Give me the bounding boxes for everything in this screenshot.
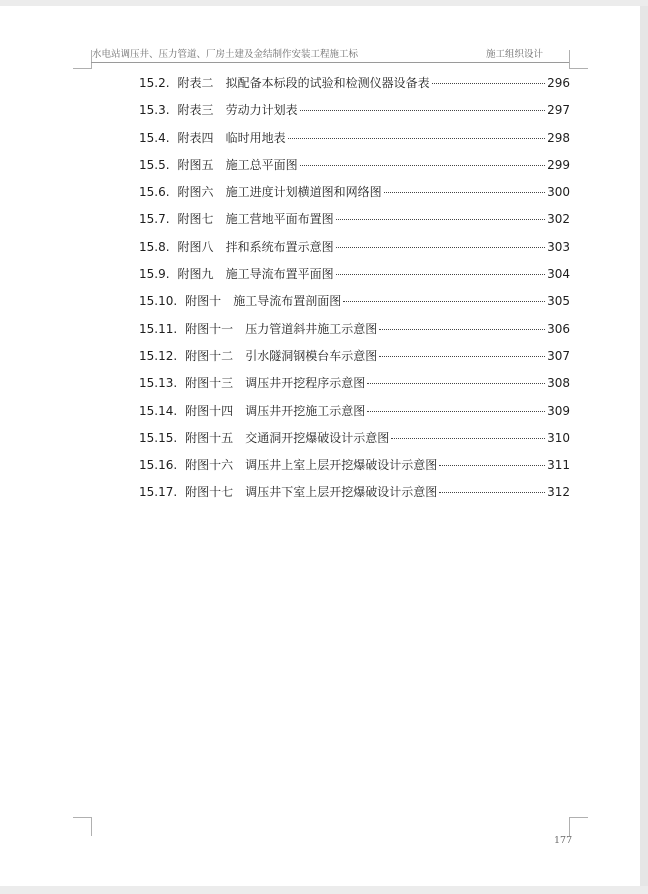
toc-entry-label: 附表三 — [177, 103, 214, 118]
toc-entry[interactable] — [139, 456, 570, 483]
toc-dot-leader — [391, 438, 545, 439]
toc-entry-page: 304 — [547, 267, 570, 282]
toc-dot-leader — [384, 192, 546, 193]
toc-entry-page: 298 — [547, 130, 570, 145]
toc-entry-label: 附表二 — [177, 76, 214, 90]
viewer-background-top — [0, 0, 648, 6]
crop-mark-bottom-left — [73, 817, 92, 836]
toc-entry-label: 附图十二 — [185, 348, 234, 363]
toc-entry-number: 15.3. — [139, 103, 170, 118]
toc-entry-label: 附图十一 — [185, 321, 234, 336]
toc-entry-number: 15.13. — [139, 376, 178, 391]
toc-dot-leader — [367, 383, 545, 384]
toc-entry-title: 施工进度计划横道图和网络图 — [225, 185, 382, 200]
toc-entry-title: 调压井上室上层开挖爆破设计示意图 — [245, 458, 438, 473]
toc-entry-number: 15.5. — [139, 157, 170, 172]
toc-entry[interactable] — [139, 402, 570, 429]
toc-entry[interactable] — [139, 483, 570, 510]
toc-dot-leader — [343, 301, 545, 302]
toc-entry[interactable] — [139, 292, 570, 319]
toc-entry[interactable] — [139, 320, 570, 347]
toc-entry-number: 15.9. — [139, 267, 170, 282]
toc-entry-label: 附图十 — [185, 294, 222, 309]
toc-entry-page: 310 — [547, 430, 570, 445]
toc-dot-leader — [336, 219, 546, 220]
toc-entry-title: 施工营地平面布置图 — [225, 212, 334, 227]
running-header-title: 水电站调压井、压力管道、厂房土建及金结制作安装工程施工标 — [92, 49, 359, 60]
toc-entry-label: 附图十五 — [185, 430, 234, 445]
toc-entry-title: 交通洞开挖爆破设计示意图 — [245, 430, 390, 445]
table-of-contents — [139, 74, 570, 511]
toc-entry-title: 调压井下室上层开挖爆破设计示意图 — [245, 485, 438, 500]
toc-entry-number: 15.8. — [139, 239, 170, 254]
toc-entry-number: 15.14. — [139, 403, 178, 418]
toc-entry[interactable] — [139, 74, 570, 101]
toc-entry-page: 309 — [547, 403, 570, 418]
toc-entry-number: 15.10. — [139, 294, 178, 309]
toc-entry-page: 311 — [547, 458, 570, 473]
toc-dot-leader — [379, 329, 545, 330]
toc-entry[interactable] — [139, 238, 570, 265]
toc-dot-leader — [439, 465, 545, 466]
page-number: 177 — [554, 835, 573, 846]
toc-entry-page: 307 — [547, 348, 570, 363]
toc-entry-page: 305 — [547, 294, 570, 309]
toc-entry-title: 调压井开挖程序示意图 — [245, 376, 366, 391]
toc-entry-number: 15.12. — [139, 348, 178, 363]
toc-entry-page: 296 — [547, 76, 570, 90]
toc-entry-label: 附图五 — [177, 157, 214, 172]
toc-entry-number: 15.7. — [139, 212, 170, 227]
toc-entry-number: 15.6. — [139, 185, 170, 200]
toc-entry-page: 302 — [547, 212, 570, 227]
toc-entry-page: 297 — [547, 103, 570, 118]
header-rule — [91, 62, 569, 63]
toc-dot-leader — [300, 165, 546, 166]
toc-entry-page: 308 — [547, 376, 570, 391]
toc-entry-label: 附图九 — [177, 267, 214, 282]
toc-entry-title: 拟配备本标段的试验和检测仪器设备表 — [225, 76, 430, 90]
toc-entry[interactable] — [139, 101, 570, 128]
viewer-background-right — [640, 0, 648, 894]
toc-entry[interactable] — [139, 374, 570, 401]
toc-entry-title: 施工导流布置平面图 — [225, 267, 334, 282]
toc-entry-title: 压力管道斜井施工示意图 — [245, 321, 378, 336]
crop-mark-bottom-right — [569, 817, 588, 836]
toc-entry-number: 15.2. — [139, 76, 170, 90]
toc-entry-title: 拌和系统布置示意图 — [225, 239, 334, 254]
toc-entry-page: 306 — [547, 321, 570, 336]
toc-entry-label: 附图八 — [177, 239, 214, 254]
toc-entry-number: 15.16. — [139, 458, 178, 473]
toc-entry-number: 15.15. — [139, 430, 178, 445]
toc-entry-page: 312 — [547, 485, 570, 500]
toc-entry[interactable] — [139, 347, 570, 374]
toc-entry-page: 300 — [547, 185, 570, 200]
toc-dot-leader — [379, 356, 545, 357]
toc-entry-label: 附图十六 — [185, 458, 234, 473]
toc-entry[interactable] — [139, 129, 570, 156]
toc-entry[interactable] — [139, 265, 570, 292]
toc-entry-title: 临时用地表 — [225, 130, 286, 145]
toc-dot-leader — [300, 110, 546, 111]
toc-entry-label: 附图七 — [177, 212, 214, 227]
crop-mark-top-right — [569, 50, 588, 69]
toc-dot-leader — [367, 411, 545, 412]
toc-entry-label: 附图十四 — [185, 403, 234, 418]
toc-entry-label: 附图六 — [177, 185, 214, 200]
running-header-section: 施工组织设计 — [485, 49, 543, 60]
toc-entry[interactable] — [139, 210, 570, 237]
toc-entry-number: 15.17. — [139, 485, 178, 500]
crop-mark-top-left — [73, 50, 92, 69]
toc-entry-title: 引水隧洞钢模台车示意图 — [245, 348, 378, 363]
toc-entry-label: 附图十七 — [185, 485, 234, 500]
toc-entry-title: 调压井开挖施工示意图 — [245, 403, 366, 418]
viewer-background-bottom — [0, 886, 648, 894]
toc-entry-label: 附图十三 — [185, 376, 234, 391]
toc-entry-label: 附表四 — [177, 130, 214, 145]
toc-dot-leader — [439, 492, 545, 493]
toc-entry-number: 15.4. — [139, 130, 170, 145]
toc-entry-title: 施工导流布置剖面图 — [233, 294, 342, 309]
toc-entry-title: 施工总平面图 — [225, 157, 298, 172]
toc-entry[interactable] — [139, 429, 570, 456]
toc-entry-number: 15.11. — [139, 321, 178, 336]
toc-entry-page: 303 — [547, 239, 570, 254]
toc-dot-leader — [336, 247, 546, 248]
toc-entry-title: 劳动力计划表 — [225, 103, 298, 118]
toc-dot-leader — [288, 138, 546, 139]
toc-dot-leader — [336, 274, 546, 275]
toc-dot-leader — [432, 83, 546, 84]
toc-entry[interactable] — [139, 183, 570, 210]
toc-entry[interactable] — [139, 156, 570, 183]
toc-entry-page: 299 — [547, 157, 570, 172]
